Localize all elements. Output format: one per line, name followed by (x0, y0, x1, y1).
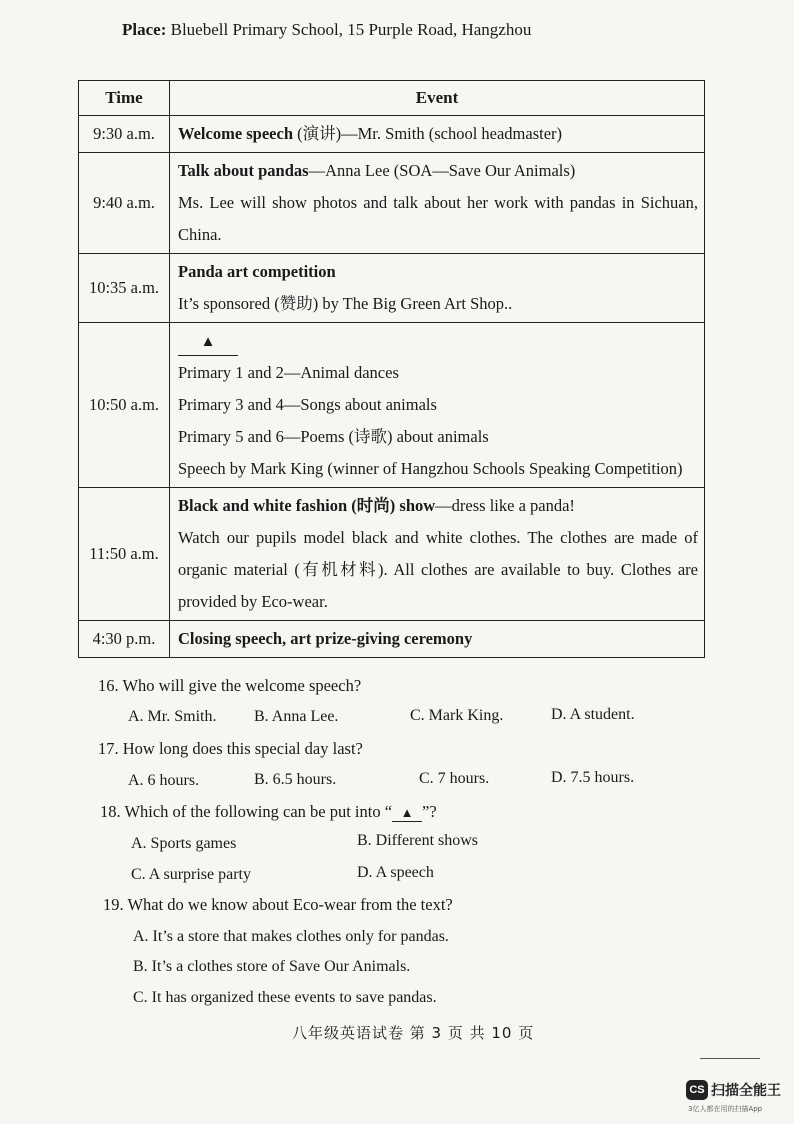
place-value: Bluebell Primary School, 15 Purple Road, Hangzhou (170, 20, 532, 39)
header-event: Event (170, 81, 705, 116)
option-18b[interactable]: B. Different shows (357, 832, 479, 849)
place-line (122, 20, 531, 40)
table-row (79, 254, 705, 323)
event-cn: (演讲) (297, 124, 342, 143)
event-detail: —dress like a panda! (435, 496, 575, 515)
event-description: Ms. Lee will show photos and talk about her work with pandas in Sichuan, China. (178, 193, 698, 244)
page-footer: 八年级英语试卷 第 3 页 共 10 页 (292, 1024, 535, 1042)
header-time: Time (79, 81, 170, 116)
option-16b[interactable]: B. Anna Lee. (254, 708, 339, 725)
scanner-app-tagline: 3亿人都在用的扫描App (688, 1105, 763, 1113)
option-18a[interactable]: A. Sports games (131, 835, 237, 852)
question-19: 19. What do we know about Eco-wear from the text? (103, 895, 453, 914)
place-label: Place: (122, 20, 167, 39)
event-title: Black and white fashion (时尚) show (178, 496, 436, 515)
row-event (170, 116, 705, 153)
table-row (79, 153, 705, 254)
option-16c[interactable]: C. Mark King. (410, 707, 504, 724)
row-time: 10:50 a.m. (79, 323, 170, 488)
option-17d[interactable]: D. 7.5 hours. (551, 769, 635, 786)
option-18d[interactable]: D. A speech (357, 864, 434, 881)
row-event (170, 488, 705, 621)
option-16a[interactable]: A. Mr. Smith. (128, 708, 217, 725)
event-description: Watch our pupils model black and white clothes. The clothes are made of organic material (有机材料). All clothes are available to buy. Clothes are provided by Eco-wear. (178, 528, 698, 611)
event-line: Primary 3 and 4—Songs about animals (178, 395, 437, 414)
table-row (79, 621, 705, 658)
event-line: Primary 1 and 2—Animal dances (178, 363, 399, 382)
event-line: Primary 5 and 6—Poems (诗歌) about animals (178, 427, 489, 446)
event-title: Closing speech, art prize-giving ceremony (178, 629, 473, 648)
event-line: Speech by Mark King (winner of Hangzhou Schools Speaking Competition) (178, 459, 683, 478)
answer-blank: ▲ (392, 805, 422, 822)
row-time: 11:50 a.m. (79, 488, 170, 621)
schedule-table (78, 80, 705, 658)
option-17c[interactable]: C. 7 hours. (419, 770, 490, 787)
event-title: Panda art competition (178, 262, 336, 281)
option-17a[interactable]: A. 6 hours. (128, 772, 200, 789)
event-detail: —Mr. Smith (school headmaster) (341, 124, 563, 143)
question-18 (100, 802, 437, 822)
row-time: 9:40 a.m. (79, 153, 170, 254)
scanner-logo-icon: CS (686, 1080, 708, 1100)
table-row (79, 323, 705, 488)
table-header-row (79, 81, 705, 116)
event-detail: —Anna Lee (SOA—Save Our Animals) (308, 161, 576, 180)
answer-blank: ▲ (178, 329, 238, 356)
row-time: 4:30 p.m. (79, 621, 170, 658)
option-18c[interactable]: C. A surprise party (131, 866, 251, 883)
option-19b[interactable]: B. It’s a clothes store of Save Our Animals. (133, 958, 411, 975)
option-17b[interactable]: B. 6.5 hours. (254, 771, 337, 788)
divider (700, 1058, 760, 1059)
row-event (170, 153, 705, 254)
row-time: 10:35 a.m. (79, 254, 170, 323)
row-event (170, 323, 705, 488)
option-19a[interactable]: A. It’s a store that makes clothes only for pandas. (133, 928, 449, 945)
question-17: 17. How long does this special day last? (98, 739, 363, 758)
table-row (79, 488, 705, 621)
event-description: It’s sponsored (赞助) by The Big Green Art Shop.. (178, 294, 513, 313)
event-title: Welcome speech (178, 124, 294, 143)
table-row (79, 116, 705, 153)
option-16d[interactable]: D. A student. (551, 706, 635, 723)
option-19c[interactable]: C. It has organized these events to save pandas. (133, 989, 437, 1006)
question-16: 16. Who will give the welcome speech? (98, 676, 362, 695)
row-event (170, 621, 705, 658)
row-event (170, 254, 705, 323)
question-18-stem-end: ”? (422, 802, 437, 821)
scanner-app-name: 扫描全能王 (711, 1083, 781, 1099)
event-title: Talk about pandas (178, 161, 309, 180)
row-time: 9:30 a.m. (79, 116, 170, 153)
question-18-stem: 18. Which of the following can be put into “ (100, 802, 393, 821)
